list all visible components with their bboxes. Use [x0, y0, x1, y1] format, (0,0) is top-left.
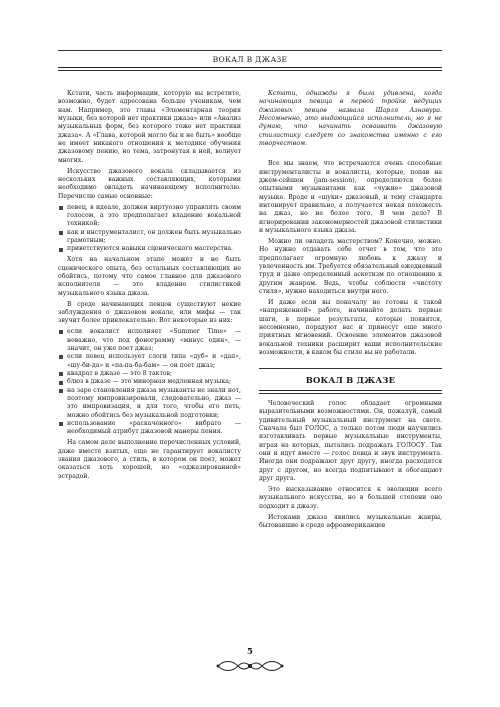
list-item: использование «раскаченного» вибрато — необходимый атрибут джазовой манеры пения. — [58, 420, 241, 437]
section-rule-thick — [259, 390, 442, 391]
section-rule-thin — [259, 393, 442, 394]
bullet-list — [58, 328, 241, 436]
italic-aside — [259, 90, 442, 148]
list-item: как и инструменталист, он должен быть музыкально грамотным; — [58, 229, 241, 246]
list-item: если певец использует слоги типа «дуб» и «дап», «шу-би-да» и «па-па-ба-бам» — он поет джаз; — [58, 353, 241, 370]
list-item: приветствуются навыки сценического мастерства. — [58, 245, 241, 253]
paragraph: Можно ли овладеть мастерством? Конечно, можно. Но нужно отдавать себе отчет в том, что это предполагает огромную любовь к джазу и увлеченность им. Требуется обязательный ежедневный труд и даже определенный аскетизм по отношению к другим жанрам. Ведь, чтобы соблюсти «чистоту стиля», нужно находиться внутри него. — [259, 238, 442, 296]
paragraph: Человеческий голос обладает огромными выразительными возможностями. Он, пожалуй, самый удивительный музыкальный инструмент на свете. Сначала был ГОЛОС, а только потом люди научились изготавливать первые музыкальные инструменты, играя на которых, пытались подражать ГОЛОСУ. Так они и идут вместе — голос певца и звук инструмента. Иногда они подражают друг другу, иногда расходятся друг с другом, но всегда подпитывают и обогащают друг друга. — [259, 399, 442, 482]
header-rule-thick — [58, 67, 442, 68]
list-item: на заре становления джаза музыканты не знали нот, поэтому импровизировали, следовательно, джаз — это импровизация, и для того, чтобы его петь, можно обойтись без музыкальной подготовки; — [58, 387, 241, 420]
paragraph: На самом деле выполнение перечисленных условий, даже вместе взятых, еще не гарантирует вокалисту звания джазового, а стиль, в котором он поет, может оказаться хоть хорошей, но «оджазированной» эстрадой. — [58, 439, 241, 480]
paragraph: Истоками джаза явились музыкальные жанры, бытовавшие в среде афроамериканцев — [259, 513, 442, 529]
right-column — [259, 90, 442, 533]
bullet-list — [58, 204, 241, 254]
aside-text: Кстати, однажды я была удивлена, когда начинающая певица в первой тройке ведущих джазовых певцов назвала Шарля Азнавура. Несомненно, это выдающийся исполнитель, но я не думаю, что начинать осваивать джазовую стилистику следует со знакомства именно с его творчеством. — [259, 90, 442, 148]
paragraph: Кстати, часть информации, которую вы встретите, возможно, будет адресована больше ученикам, чем нам. Например, это главы «Элементарная теория музыки, без которой нет практики джаза» или «Анализ музыкальных форм, без которого тоже нет практики джаза». А «Глава, которой могло бы и не быть» вообще не имеет никакого отношения к методике обучения джазовому пению, но тема, затронутая в ней, волнует многих. — [58, 90, 241, 164]
paragraph: Это высказывание относится к эволюции всего музыкального искусства, но в большей степени оно подходит к джазу. — [259, 485, 442, 510]
list-item: певец, в идеале, должен виртуозно управлять своим голосом, а это предполагает владение вокальной техникой; — [58, 204, 241, 229]
running-head: ВОКАЛ В ДЖАЗЕ — [212, 55, 288, 64]
list-item: блюз в джазе — это минорная медленная музыка; — [58, 378, 241, 386]
header-rule-top — [58, 50, 442, 51]
paragraph: Хотя на начальном этапе может и не быть сценического опыта, без остальных составляющих не обойтись, потому что самое главное для джазового исполнителя — это владение стилистикой музыкального языка джаза. — [58, 256, 241, 297]
list-item: если вокалист исполняет «Summer Time» — неважно, что под фонограмму «минус один», — значит, он уже поет джаз; — [58, 328, 241, 353]
left-column — [58, 90, 241, 484]
section-title: ВОКАЛ В ДЖАЗЕ — [305, 374, 396, 385]
section-rule-top — [259, 368, 442, 369]
list-item: квадрат в джазе — это 8 тактов; — [58, 370, 241, 378]
ornament-flourish-icon — [214, 658, 286, 674]
paragraph: Искусство джазового вокала складывается из нескольких важных составляющих, которыми необходимо овладеть начинающему исполнителю. Перечислю самые основные: — [58, 167, 241, 200]
page-number: 5 — [247, 647, 253, 657]
paragraph: В среде начинающих певцов существуют некие заблуждения о джазовом вокале, или мифы — так звучит более привлекательно. Вот некоторые из них: — [58, 300, 241, 325]
paragraph: Все мы знаем, что встречаются очень способные инструменталисты и вокалисты, которые, попав на джем-сейшен (jam-session), определяются более опытными музыкантами как «чужие» джазовой музыке. Вроде и «шуки» джазовый, и тему стандарта интонирует правильно, а получается некая похожесть на джаз, но не более того. В чем дело? В игнорировании закономерностей джазовой стилистики и музыкального языка джаза. — [259, 160, 442, 235]
header-rule-thin — [58, 70, 442, 71]
paragraph: И даже если вы поначалу не готовы к такой «напряженной» работе, начинайте делать первые шаги, в первые результаты, которые появятся, несомненно, порадуют вас и принесут еще много приятных мгновений. Освоение элементов джазовой вокальной техники расширит ваши исполнительские возможности, в каком бы стиле вы не работали. — [259, 299, 442, 357]
